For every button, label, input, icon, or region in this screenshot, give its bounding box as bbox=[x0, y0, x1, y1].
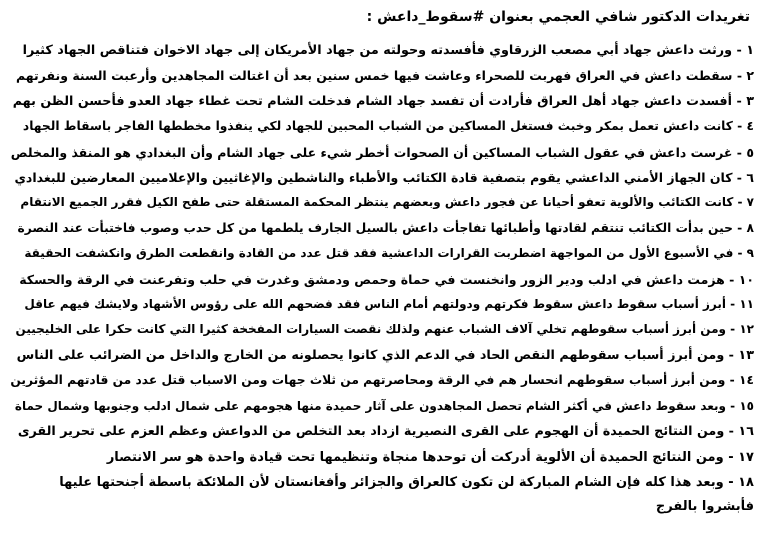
tweet-item: ٢ - سقطت داعش في العراق فهربت للصحراء وعاشت فيها خمس سنين بعد أن اغتالت المجاهدين وأرعبت السنة ونفرتهم bbox=[16, 68, 754, 84]
tweet-item: ١٦ - ومن النتائج الحميدة أن الهجوم على القرى النصيرية ازداد بعد التخلص من الدواعش وعظم العزم على تحرير القرى bbox=[17, 424, 754, 440]
tweet-item: ١٨ - وبعد هذا كله فإن الشام المباركة لن تكون كالعراق والجزائر وأفغانستان لأن الملائكة باسطة أجنحتها عليها bbox=[59, 474, 754, 490]
tweet-item: ١٧ - ومن النتائج الحميدة أن الألوية أدركت أن توحدها منجاة وتنظيمها تحت قيادة واحدة هو سر الانتصار bbox=[106, 449, 754, 465]
tweet-item: ١٠ - هزمت داعش في ادلب ودير الزور وانخنست في حماة وحمص ودمشق وغدرت في حلب وتفرعنت في الرقة والحسكة bbox=[19, 271, 754, 287]
tweet-item: ٨ - حين بدأت الكتائب تنتقم لقادتها وأطبائها تفاجأت داعش بالسيل الجارف يلطمها من كل حدب وصوب فاختبأت عند النصرة bbox=[17, 220, 754, 235]
closing-line: فأبشروا بالفرج bbox=[655, 499, 754, 515]
document-heading: تغريدات الدكتور شافي العجمي بعنوان #سقوط_داعش : bbox=[366, 9, 750, 25]
tweet-item: ٩ - في الأسبوع الأول من المواجهة اضطربت القرارات الداعشية فقد قتل عدد من القادة وانقطعت الطرق وانكشفت الحقيقة bbox=[24, 246, 754, 261]
tweet-item: ٤ - كانت داعش تعمل بمكر وخبث فستغل المساكين من الشباب المحبين للجهاد لكي ينفذوا مخططها الفاجر باسقاط الجهاد bbox=[22, 119, 754, 134]
tweet-item: ١١ - أبرز أسباب سقوط داعش سقوط فكرتهم ودولتهم أمام الناس فقد فضحهم الله على رؤوس الأشهاد ولايشك فيهم عاقل bbox=[24, 297, 754, 312]
tweet-list bbox=[10, 38, 754, 495]
tweet-item: ١٢ - ومن أبرز أسباب سقوطهم تخلي آلاف الشباب عنهم ولذلك نقصت السيارات المفخخة كثيرا التي كانت حكرا على الخليجيين bbox=[15, 322, 754, 337]
tweet-item: ٦ - كان الجهاز الأمني الداعشي يقوم بتصفية قادة الكتائب والأطباء والناشطين والإغاثيين والإعلاميين المعارضين للبغدادي bbox=[14, 170, 754, 186]
tweet-item: ٧ - كانت الكتائب والألوية تعفو أحيانا عن فجور داعش وبعضهم ينتظر المحكمة المستقلة حتى طفح الكيل فقرر الجميع الانتقام bbox=[20, 195, 754, 210]
tweet-item: ١٣ - ومن أبرز أسباب سقوطهم النقص الحاد في الدعم الذي كانوا يحصلونه من الخارج والداخل من الضرائب على الناس bbox=[16, 347, 754, 363]
tweet-item: ٥ - غرست داعش في عقول الشباب المساكين أن الصحوات أخطر شيء على جهاد الشام وأن البغدادي هو المنقذ والمخلص bbox=[10, 144, 754, 160]
tweet-item: ٣ - أفسدت داعش جهاد أهل العراق فأرادت أن تفسد جهاد الشام فدخلت الشام تحت غطاء جهاد العدو فأحسن الظن بهم bbox=[12, 93, 754, 109]
tweet-item: ١٥ - وبعد سقوط داعش في أكثر الشام تحصل المجاهدون على آثار حميدة منها هجومهم على شمال ادلب وجنوبها وشمال حماة bbox=[14, 398, 754, 413]
tweet-item: ١٤ - ومن أبرز أسباب سقوطهم انحسار هم في الرقة ومحاصرتهم من ثلاث جهات ومن الاسباب قتل عدد من قادتهم المؤثرين bbox=[10, 373, 754, 388]
tweet-item: ١ - ورثت داعش جهاد أبي مصعب الزرقاوي فأفسدته وحولته من جهاد الأمريكان إلى جهاد الاخوان فتناقص الجهاد كثيرا bbox=[22, 43, 754, 58]
